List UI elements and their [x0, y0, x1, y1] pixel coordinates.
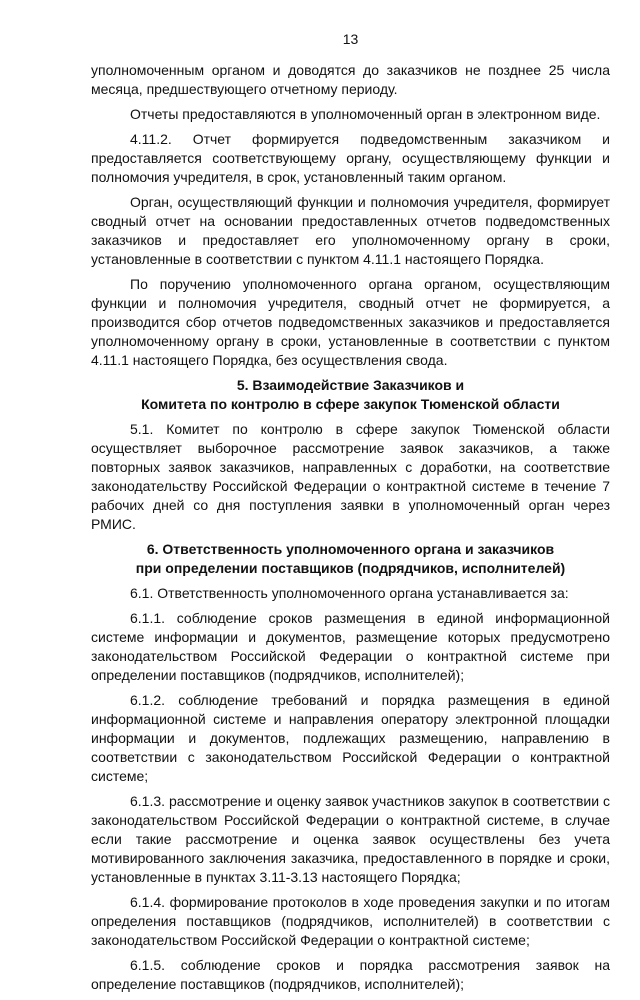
paragraph: По поручению уполномоченного органа органом, осуществляющим функции и полномочия учредителя, сводный отчет не формируется, а производится сбор отчетов подведомственных заказчиков и предоставляется уполномоченному органу в сроки, установленные в соответствии с пунктом 4.11.1 настоящего Порядка, без осуществления свода. [91, 276, 610, 368]
paragraph: Отчеты предоставляются в уполномоченный орган в электронном виде. [130, 106, 601, 122]
paragraph: 6.1.4. формирование протоколов в ходе проведения закупки и по итогам определения поставщиков (подрядчиков, исполнителей) в соответствии с законодательством Российской Федерации о контрактной системе; [91, 894, 610, 948]
paragraph: Орган, осуществляющий функции и полномочия учредителя, формирует сводный отчет на основании предоставленных отчетов подведомственных заказчиков и предоставляет его уполномоченному органу в сроки, установленные в соответствии с пунктом 4.11.1 настоящего Порядка. [91, 194, 610, 267]
section-5-heading [91, 376, 610, 414]
paragraph: 6.1.1. соблюдение сроков размещения в единой информационной системе информации и документов, размещение которых предусмотрено законодательством Российской Федерации о контрактной системе при определении поставщиков (подрядчиков, исполнителей); [91, 610, 610, 683]
paragraph: 6.1. Ответственность уполномоченного органа устанавливается за: [130, 585, 569, 601]
section-heading-line: при определении поставщиков (подрядчиков, исполнителей) [135, 560, 566, 576]
paragraph: 6.1.2. соблюдение требований и порядка размещения в единой информационной системе и направления оператору электронной площадки информации и документов, подлежащих размещению, направлению в соответствии с законодательством Российской Федерации о контрактной системе; [91, 692, 610, 784]
paragraph: уполномоченным органом и доводятся до заказчиков не позднее 25 числа месяца, предшествующего отчетному периоду. [91, 62, 610, 97]
section-heading-line: Комитета по контролю в сфере закупок Тюменской области [141, 396, 560, 412]
paragraph: 6.1.5. соблюдение сроков и порядка рассмотрения заявок на определение поставщиков (подрядчиков, исполнителей); [91, 957, 610, 992]
section-6-heading [91, 540, 610, 578]
section-heading-line: 5. Взаимодействие Заказчиков и [236, 377, 465, 393]
paragraph: 5.1. Комитет по контролю в сфере закупок Тюменской области осуществляет выборочное рассмотрение заявок заказчиков, а также повторных заявок заказчиков, направленных с доработки, на соответствие законодательству Российской Федерации о контрактной системе в течение 7 рабочих дней со дня поступления заявки в уполномоченный орган через РМИС. [91, 421, 610, 532]
document-page [91, 30, 610, 1000]
paragraph: 6.1.3. рассмотрение и оценку заявок участников закупок в соответствии с законодательством Российской Федерации о контрактной системе, в случае если такие рассмотрение и оценка заявок осуществлены без учета мотивированного заключения заказчика, предоставленного в порядке и сроки, установленные в пунктах 3.11-3.13 настоящего Порядка; [91, 793, 610, 885]
section-heading-line: 6. Ответственность уполномоченного органа и заказчиков [146, 541, 555, 557]
page-number: 13 [342, 31, 359, 47]
paragraph: 4.11.2. Отчет формируется подведомственным заказчиком и предоставляется соответствующему органу, осуществляющему функции и полномочия учредителя, в срок, установленный таким органом. [91, 131, 610, 185]
